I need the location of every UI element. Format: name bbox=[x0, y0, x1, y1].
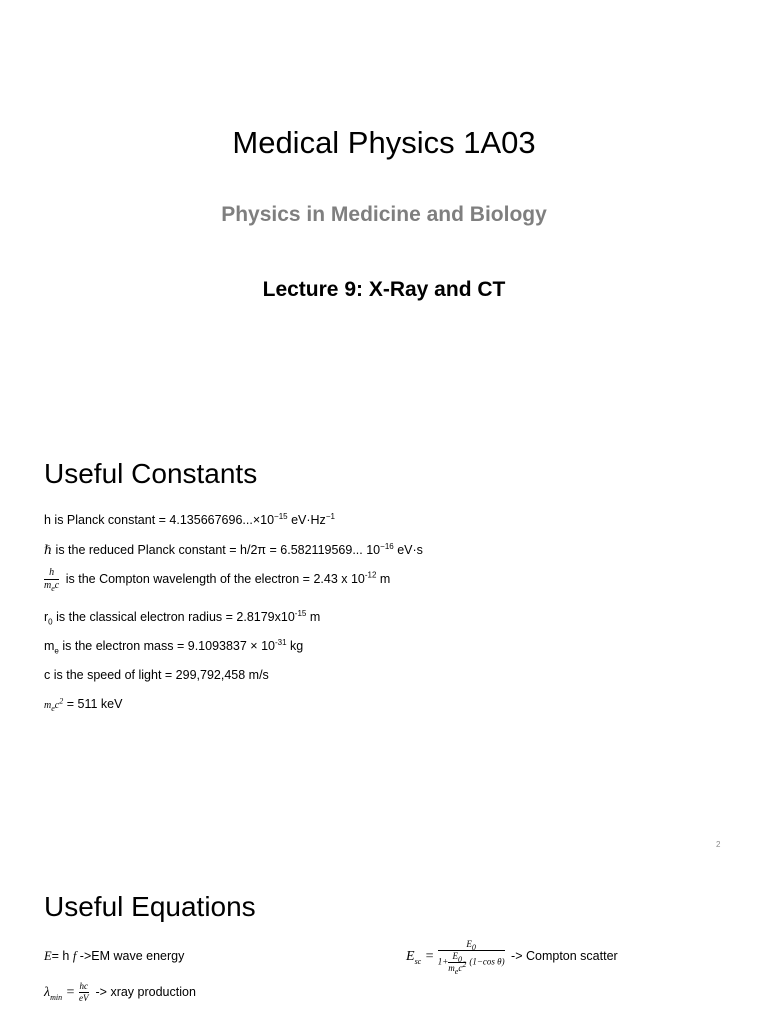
mec2-text: = 511 keV bbox=[63, 697, 123, 711]
energy-description: ->EM wave energy bbox=[76, 949, 185, 963]
me-symbol: m bbox=[44, 639, 55, 653]
mec2-symbol: $m_ec^2$ bbox=[44, 696, 64, 713]
reduced-planck-line bbox=[44, 542, 423, 558]
constants-heading: Useful Constants bbox=[44, 458, 258, 489]
compton-scatter-numerator: $E_0$ bbox=[438, 940, 505, 951]
xray-production-equation bbox=[44, 982, 196, 1003]
compton-exponent: -12 bbox=[364, 570, 377, 580]
speed-of-light-line: c is the speed of light = 299,792,458 m/s bbox=[44, 668, 269, 682]
page-subtitle: Physics in Medicine and Biology bbox=[221, 203, 547, 226]
hbar-unit: eV·s bbox=[393, 543, 423, 557]
compton-unit: m bbox=[376, 571, 391, 586]
hbar-exponent: −16 bbox=[380, 541, 394, 551]
equations-heading: Useful Equations bbox=[44, 891, 256, 922]
me-text: is the electron mass = 9.1093837 × 10 bbox=[58, 639, 275, 653]
lambda-denominator: eV bbox=[79, 993, 89, 1003]
compton-scatter-denominator: 1+ $\frac{E_0}{m_ec^2}$ (1−cos θ) bbox=[437, 951, 505, 976]
energy-text: = h bbox=[51, 949, 73, 963]
compton-scatter-fraction bbox=[437, 939, 505, 976]
electron-radius-line bbox=[44, 608, 321, 627]
r0-symbol: r bbox=[44, 610, 49, 624]
lambda-numerator: hc bbox=[79, 981, 89, 991]
compton-denominator: $m_ec$ bbox=[44, 580, 60, 593]
compton-equals: = bbox=[421, 948, 438, 964]
lambda-fraction bbox=[79, 982, 90, 1003]
lambda-description: -> xray production bbox=[92, 984, 196, 999]
planck-unit-exponent: −1 bbox=[325, 511, 335, 521]
frequency-variable: f bbox=[72, 949, 77, 963]
compton-inner-fraction: $\frac{E_0}{m_ec^2}$ bbox=[448, 951, 467, 976]
energy-variable: E bbox=[44, 949, 52, 963]
compton-fraction bbox=[44, 568, 59, 591]
hbar-text: is the reduced Planck constant = h/2π = 6.582119569... 10 bbox=[52, 543, 381, 557]
electron-mass-line bbox=[44, 637, 304, 656]
planck-exponent: −15 bbox=[274, 511, 288, 521]
planck-constant-line bbox=[44, 513, 335, 527]
compton-numerator: h bbox=[44, 568, 59, 580]
lambda-equals: = bbox=[62, 984, 79, 1000]
r0-exponent: -15 bbox=[294, 608, 307, 618]
lambda-lhs: $\lambda_{min}$ bbox=[44, 984, 63, 1002]
compton-lhs: $E_{sc}$ bbox=[406, 948, 422, 966]
r0-text: is the classical electron radius = 2.8179x10 bbox=[52, 610, 295, 624]
me-subscript: e bbox=[54, 646, 59, 656]
page-title: Medical Physics 1A03 bbox=[232, 125, 536, 160]
em-wave-energy-equation bbox=[44, 949, 184, 964]
me-exponent: -31 bbox=[275, 637, 287, 647]
page-number: 2 bbox=[716, 840, 721, 849]
compton-wavelength-line bbox=[44, 568, 390, 591]
compton-scatter-description: -> Compton scatter bbox=[507, 948, 618, 963]
planck-unit: eV·Hz bbox=[287, 513, 326, 527]
r0-unit: m bbox=[306, 610, 321, 624]
compton-text: is the Compton wavelength of the electron = 2.43 x 10 bbox=[62, 571, 365, 586]
me-unit: kg bbox=[286, 639, 304, 653]
hbar-symbol: ℏ bbox=[44, 543, 53, 557]
r0-subscript: 0 bbox=[48, 617, 53, 627]
lecture-title: Lecture 9: X-Ray and CT bbox=[262, 278, 506, 301]
rest-energy-line bbox=[44, 697, 122, 711]
compton-scatter-equation bbox=[406, 939, 618, 976]
planck-text: h is Planck constant = 4.135667696...×10 bbox=[44, 513, 275, 527]
